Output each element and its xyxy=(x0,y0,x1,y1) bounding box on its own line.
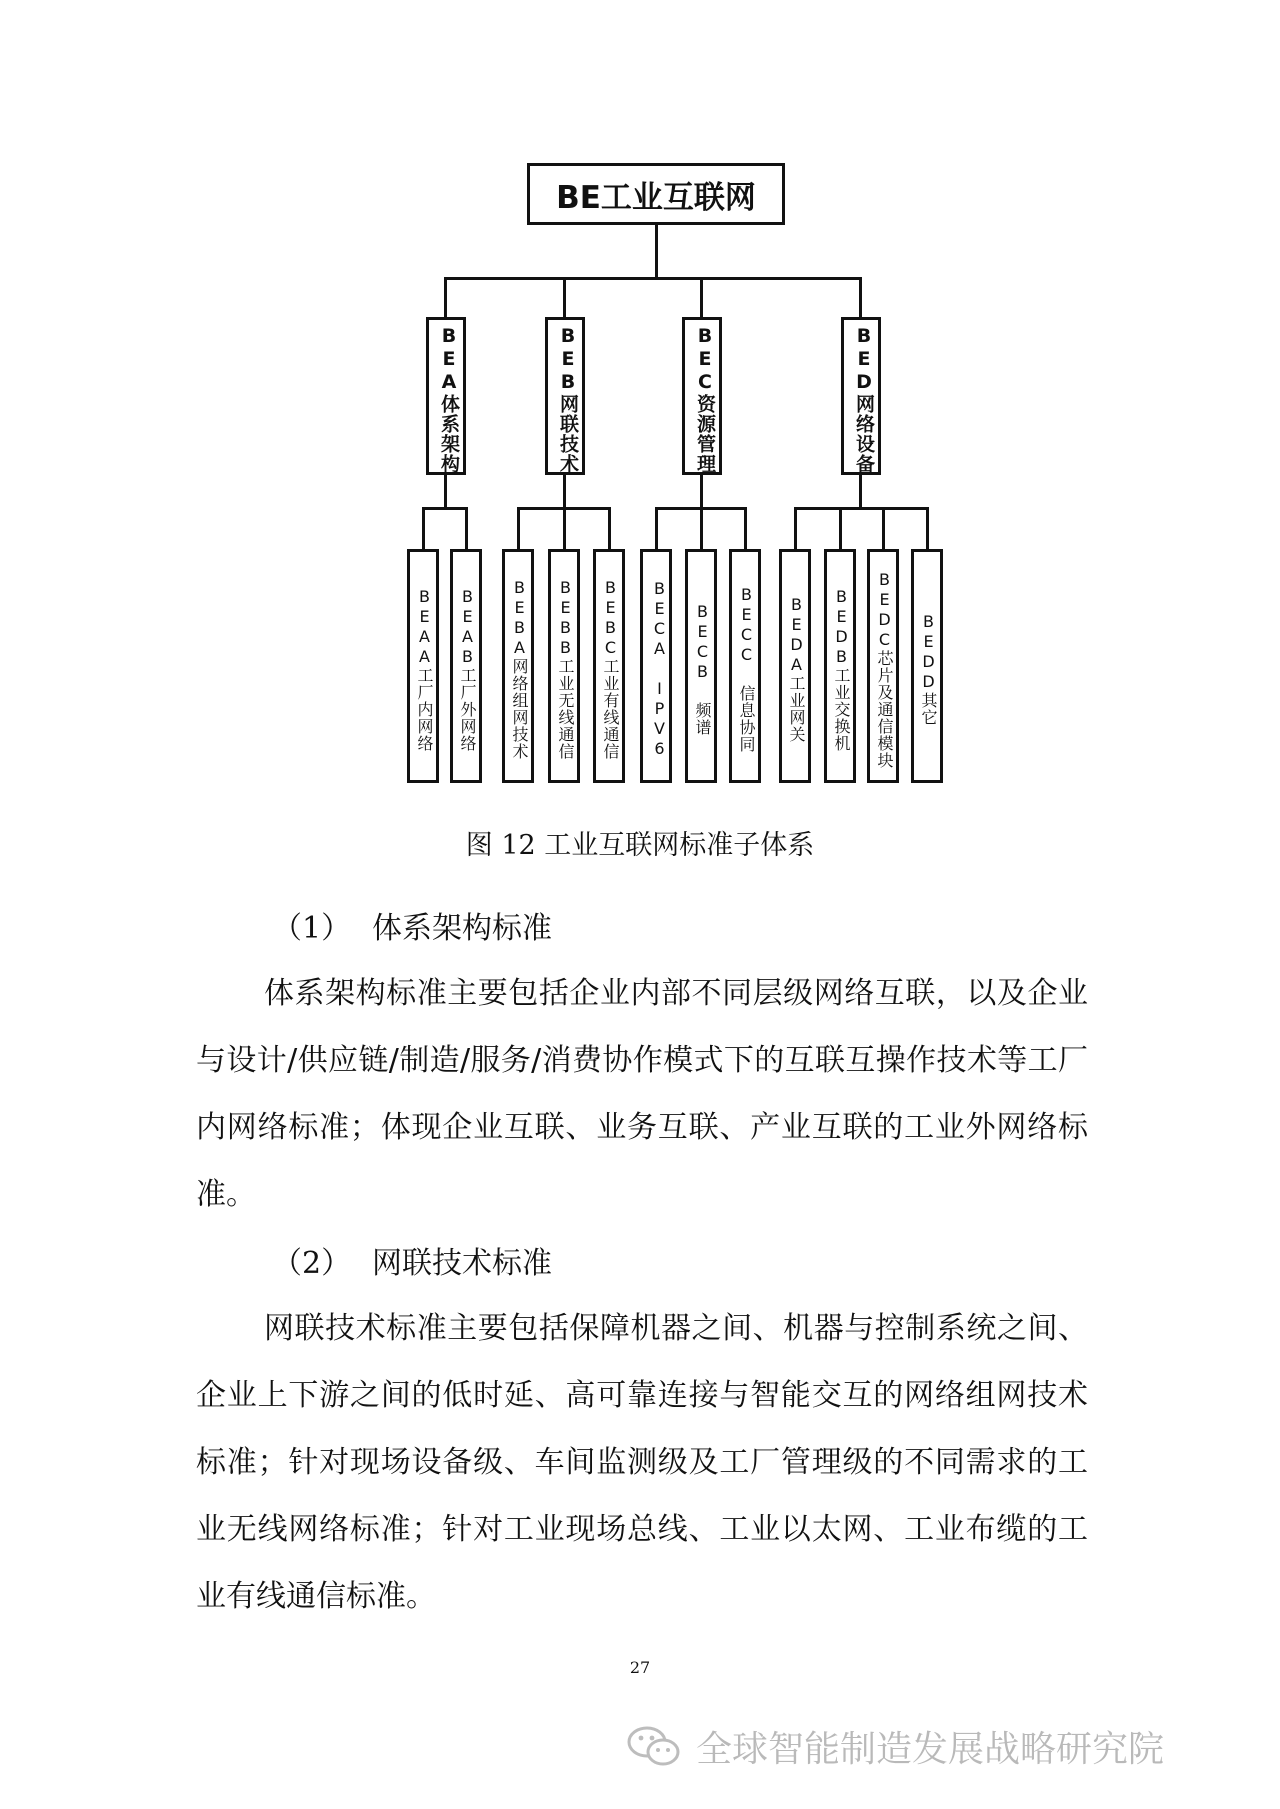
connector xyxy=(744,507,747,549)
connector xyxy=(563,475,566,509)
connector xyxy=(859,277,862,317)
wechat-icon xyxy=(626,1724,682,1768)
connector xyxy=(444,277,447,317)
category-node-bed: BED网络设备 xyxy=(841,317,881,475)
section-title: 体系架构标准 xyxy=(372,911,552,946)
section-body-2: 网联技术标准主要包括保障机器之间、机器与控制系统之间、企业上下游之间的低时延、高可靠连接与智能交互的网络组网技术标准；针对现场设备级、车间监测级及工厂管理级的不同需求的工业无线网络标准；针对工业现场总线、工业以太网、工业布缆的工业有线通信标准。 xyxy=(196,1311,1088,1614)
sub-node-beab: BEAB工厂外网络 xyxy=(450,549,482,783)
watermark xyxy=(626,1718,1164,1774)
section-heading-2 xyxy=(272,1238,552,1282)
sub-node-beba: BEBA网络组网技术 xyxy=(502,549,534,783)
watermark-text: 全球智能制造发展战略研究院 xyxy=(696,1728,1165,1770)
connector xyxy=(700,475,703,509)
figure-caption: 图 12 工业互联网标准子体系 xyxy=(465,830,815,861)
connector xyxy=(700,507,703,549)
connector xyxy=(839,507,842,549)
connector xyxy=(563,277,566,317)
connector xyxy=(655,507,658,549)
category-node-bea: BEA体系架构 xyxy=(426,317,466,475)
connector xyxy=(655,225,658,278)
sub-node-beca: BECA IPV6 xyxy=(640,549,672,783)
connector xyxy=(563,507,566,549)
sub-node-bedc: BEDC芯片及通信模块 xyxy=(867,549,899,783)
connector xyxy=(444,475,447,509)
connector xyxy=(422,507,468,510)
connector xyxy=(422,507,425,549)
sub-node-bebb: BEBB工业无线通信 xyxy=(548,549,580,783)
connector xyxy=(517,507,520,549)
root-node: BE工业互联网 xyxy=(527,163,785,225)
section-heading-1 xyxy=(272,903,552,947)
connector xyxy=(465,507,468,549)
section-number: （1） xyxy=(272,911,352,946)
sub-node-beaa: BEAA工厂内网络 xyxy=(407,549,439,783)
section-number: （2） xyxy=(272,1246,352,1281)
connector xyxy=(882,507,885,549)
category-node-bec: BEC资源管理 xyxy=(682,317,722,475)
page-number: 27 xyxy=(629,1658,651,1677)
sub-node-bebc: BEBC工业有线通信 xyxy=(593,549,625,783)
section-title: 网联技术标准 xyxy=(372,1246,552,1281)
connector xyxy=(926,507,929,549)
section-body-1: 体系架构标准主要包括企业内部不同层级网络互联，以及企业与设计/供应链/制造/服务/消费协作模式下的互联互操作技术等工厂内网络标准；体现企业互联、业务互联、产业互联的工业外网络标准。 xyxy=(196,976,1088,1212)
connector xyxy=(608,507,611,549)
connector xyxy=(859,475,862,509)
sub-node-bedd: BEDD其它 xyxy=(911,549,943,783)
connector xyxy=(700,277,703,317)
category-node-beb: BEB网联技术 xyxy=(545,317,585,475)
connector xyxy=(444,277,862,280)
sub-node-becb: BECB 频谱 xyxy=(685,549,717,783)
sub-node-beda: BEDA工业网关 xyxy=(779,549,811,783)
sub-node-bedb: BEDB工业交换机 xyxy=(824,549,856,783)
connector xyxy=(794,507,797,549)
sub-node-becc: BECC 信息协同 xyxy=(729,549,761,783)
connector xyxy=(794,507,929,510)
